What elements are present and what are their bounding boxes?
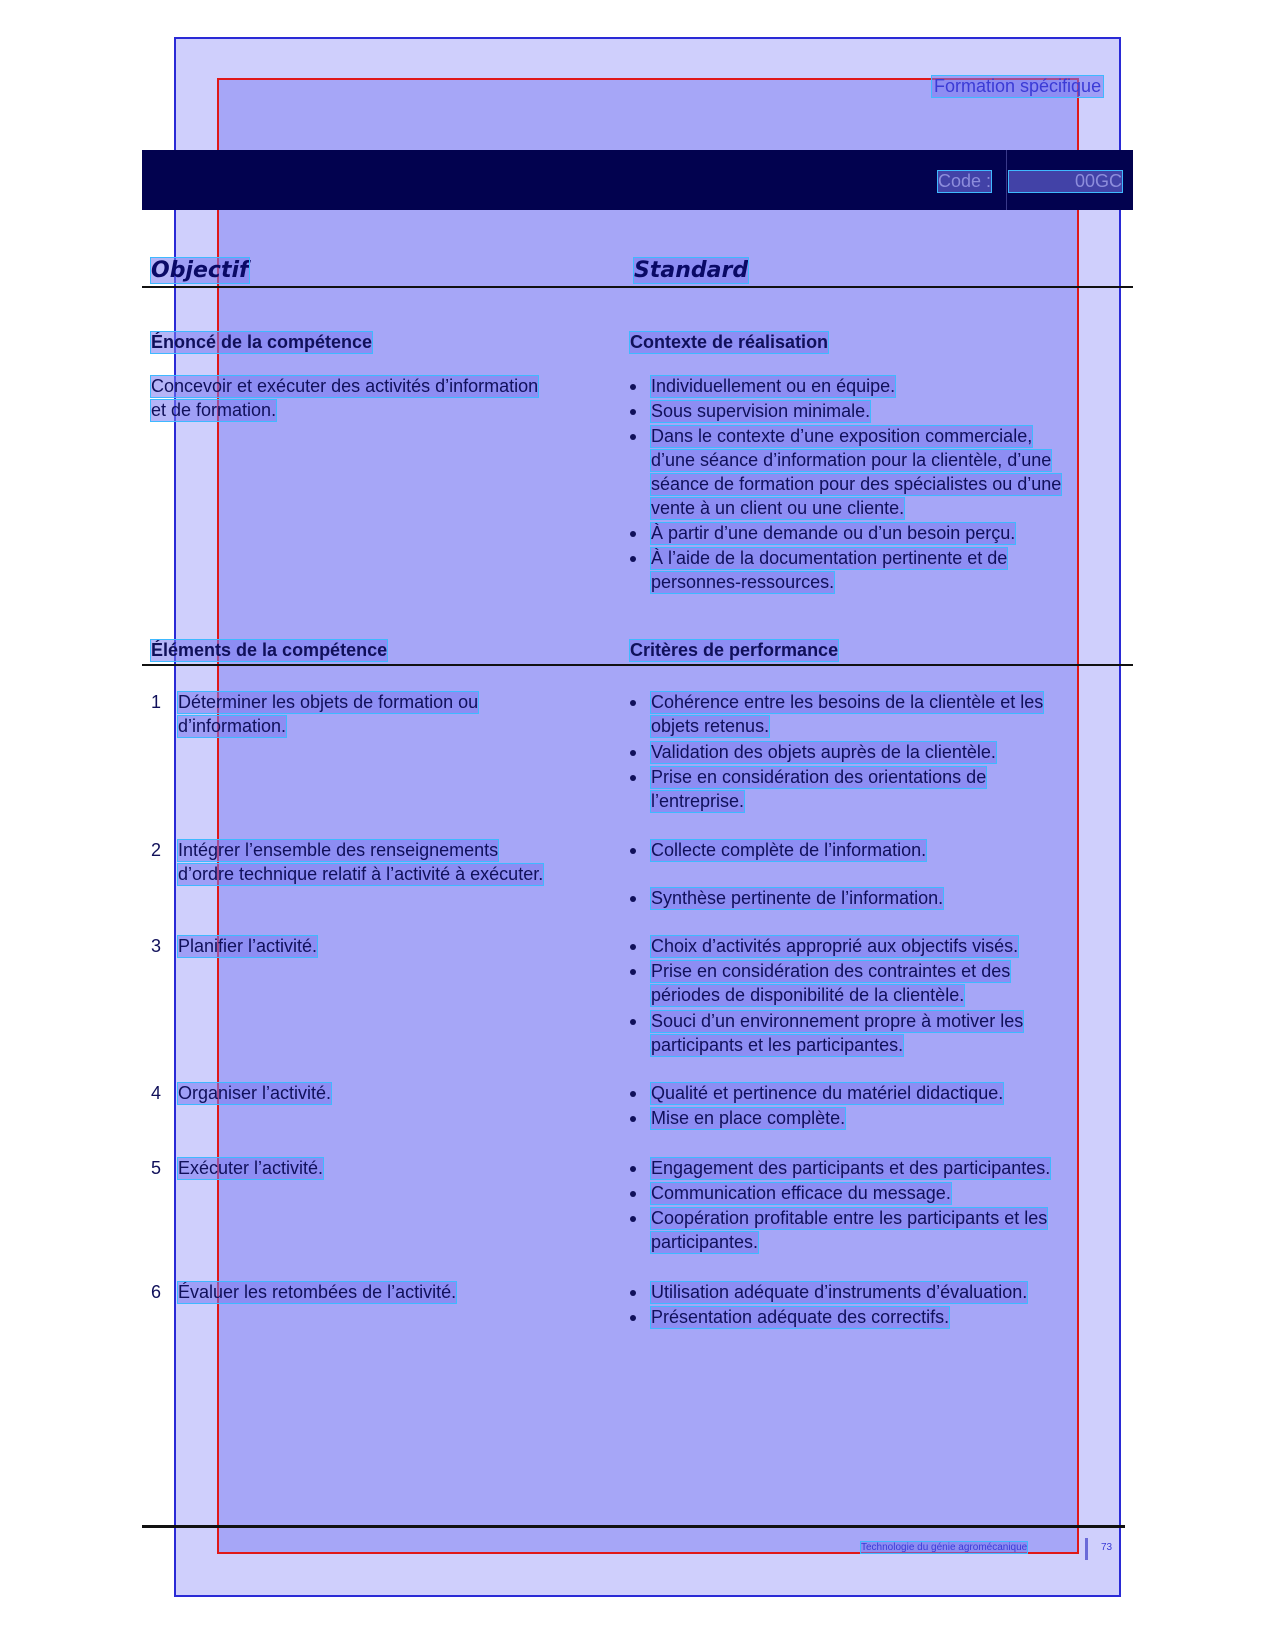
bullet-icon — [630, 1216, 636, 1222]
element-text-line: Intégrer l’ensemble des renseignements — [178, 840, 499, 860]
heading-rule — [142, 286, 1133, 288]
bullet-icon — [630, 1290, 636, 1296]
element-number: 4 — [151, 1083, 162, 1103]
contexte-item-line: Dans le contexte d’une exposition commerciale, — [651, 426, 1033, 446]
contexte-item-line: Individuellement ou en équipe. — [651, 376, 896, 396]
elements-label: Éléments de la compétence — [151, 640, 388, 660]
element-number: 6 — [151, 1282, 162, 1302]
criterion-line: Cohérence entre les besoins de la clientèle et les — [651, 692, 1044, 712]
element-text-line: Exécuter l’activité. — [178, 1158, 324, 1178]
element-text-line: Planifier l’activité. — [178, 936, 318, 956]
criterion-line: Communication efficace du message. — [651, 1183, 951, 1203]
bullet-icon — [630, 848, 636, 854]
bullet-icon — [630, 1091, 636, 1097]
criterion-line: participants et les participantes. — [651, 1035, 904, 1055]
bullet-icon — [630, 1166, 636, 1172]
element-text-line: Évaluer les retombées de l’activité. — [178, 1282, 457, 1302]
criterion-line: Collecte complète de l’information. — [651, 840, 927, 860]
criterion-line: périodes de disponibilité de la clientèle. — [651, 985, 965, 1005]
criterion-line: Coopération profitable entre les participants et les — [651, 1208, 1048, 1228]
criterion-line: Choix d’activités approprié aux objectifs visés. — [651, 936, 1019, 956]
criterion-line: participantes. — [651, 1232, 759, 1252]
criterion-line: Synthèse pertinente de l’information. — [651, 888, 944, 908]
contexte-item-line: vente à un client ou une cliente. — [651, 498, 905, 518]
element-number: 1 — [151, 692, 162, 712]
footer-program: Technologie du génie agromécanique — [861, 1542, 1028, 1553]
bullet-icon — [630, 434, 636, 440]
code-label: Code : — [938, 171, 992, 191]
bullet-icon — [630, 1116, 636, 1122]
bullet-icon — [630, 1191, 636, 1197]
criterion-line: l’entreprise. — [651, 791, 745, 811]
element-text-line: Déterminer les objets de formation ou — [178, 692, 479, 712]
criterion-line: Utilisation adéquate d’instruments d’évaluation. — [651, 1282, 1028, 1302]
standard-heading: Standard — [634, 258, 749, 283]
bullet-icon — [630, 969, 636, 975]
bullet-icon — [630, 775, 636, 781]
element-text-line: Organiser l’activité. — [178, 1083, 332, 1103]
formation-label: Formation spécifique — [934, 76, 1102, 96]
elements-rule — [142, 664, 1133, 666]
footer-page-number: 73 — [1101, 1542, 1113, 1553]
bullet-icon — [630, 700, 636, 706]
contexte-item-line: Sous supervision minimale. — [651, 401, 871, 421]
criterion-line: Souci d’un environnement propre à motiver les — [651, 1011, 1024, 1031]
bullet-icon — [630, 944, 636, 950]
criterion-line: Mise en place complète. — [651, 1108, 846, 1128]
element-number: 2 — [151, 840, 162, 860]
contexte-label: Contexte de réalisation — [630, 332, 829, 352]
contexte-item-line: d’une séance d’information pour la clientèle, d’une — [651, 450, 1052, 470]
criterion-line: Présentation adéquate des correctifs. — [651, 1307, 950, 1327]
bullet-icon — [630, 384, 636, 390]
contexte-item-line: À partir d’une demande ou d’un besoin perçu. — [651, 523, 1016, 543]
contexte-item-line: À l’aide de la documentation pertinente et de — [651, 548, 1008, 568]
objectif-heading: Objectif — [151, 258, 249, 283]
element-number: 3 — [151, 936, 162, 956]
contexte-item-line: personnes-ressources. — [651, 572, 835, 592]
criterion-line: Qualité et pertinence du matériel didactique. — [651, 1083, 1004, 1103]
bullet-icon — [630, 531, 636, 537]
footer-separator — [1085, 1538, 1088, 1560]
contexte-item-line: séance de formation pour des spécialistes ou d’une — [651, 474, 1062, 494]
code-value: 00GC — [1009, 171, 1122, 192]
bullet-icon — [630, 556, 636, 562]
element-text-line: d’ordre technique relatif à l’activité à exécuter. — [178, 864, 544, 884]
criterion-line: Validation des objets auprès de la clientèle. — [651, 742, 996, 762]
criterion-line: Prise en considération des contraintes et des — [651, 961, 1011, 981]
enonce-text-line: Concevoir et exécuter des activités d’information — [151, 376, 539, 396]
criterion-line: objets retenus. — [651, 716, 770, 736]
criterion-line: Prise en considération des orientations de — [651, 767, 987, 787]
criteres-label: Critères de performance — [630, 640, 839, 660]
footer-rule — [142, 1525, 1125, 1528]
bullet-icon — [630, 1019, 636, 1025]
header-band-divider — [1006, 150, 1007, 210]
element-text-line: d’information. — [178, 716, 287, 736]
bullet-icon — [630, 750, 636, 756]
bullet-icon — [630, 409, 636, 415]
bullet-icon — [630, 1315, 636, 1321]
inner-page-frame — [217, 78, 1079, 1554]
element-number: 5 — [151, 1158, 162, 1178]
enonce-text-line: et de formation. — [151, 400, 277, 420]
criterion-line: Engagement des participants et des participantes. — [651, 1158, 1051, 1178]
bullet-icon — [630, 896, 636, 902]
enonce-label: Énoncé de la compétence — [151, 332, 373, 352]
